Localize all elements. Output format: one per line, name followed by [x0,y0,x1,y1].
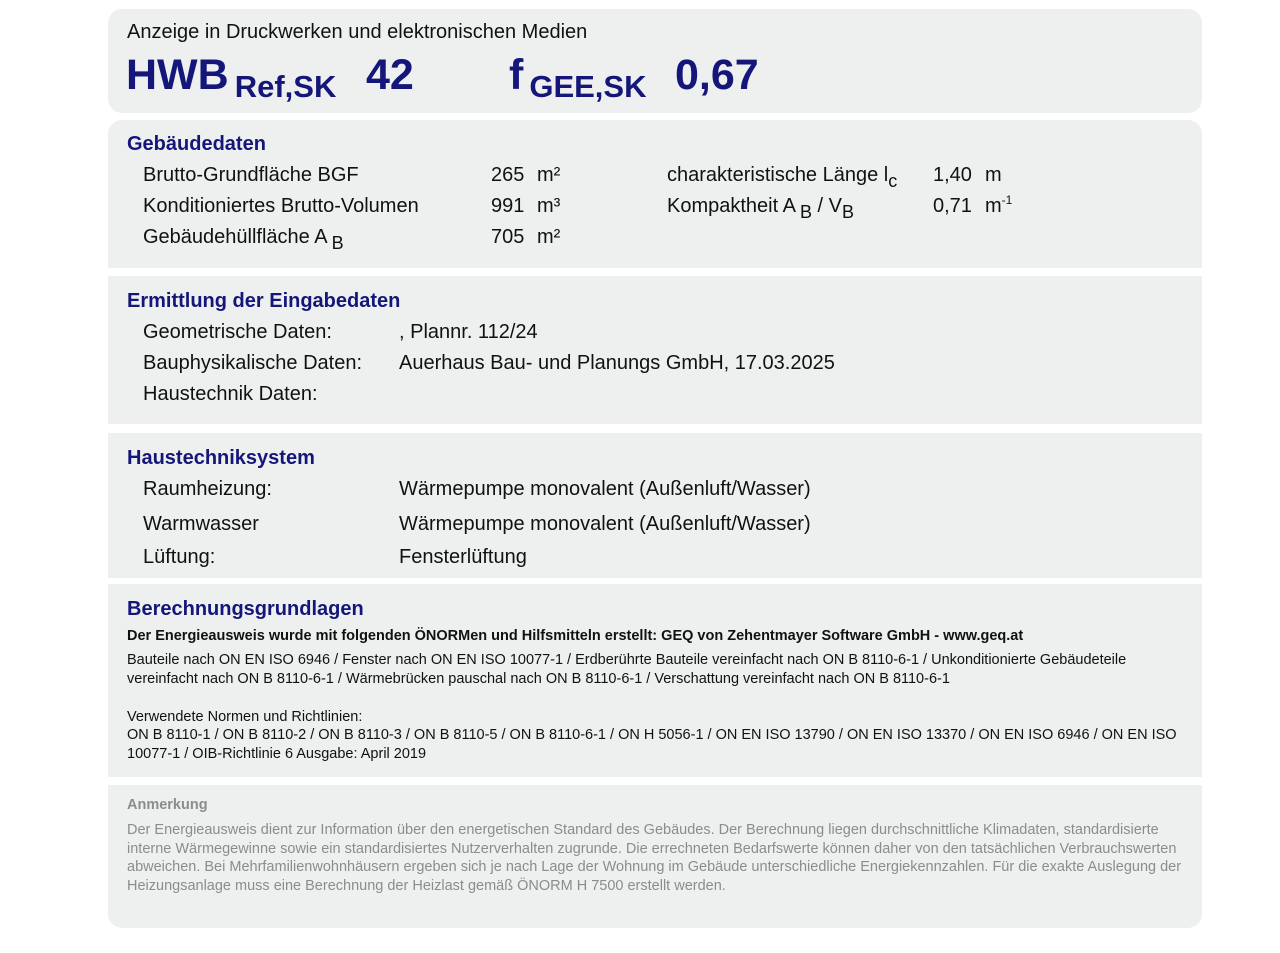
volumen-unit: m³ [537,195,561,217]
bgf-value: 265 [491,164,525,186]
hwb-indicator [126,51,337,104]
raum-label: Raumheizung: [143,478,272,500]
header-panel [108,9,1202,113]
volumen-label: Konditioniertes Brutto-Volumen [143,195,419,217]
header-subtitle: Anzeige in Druckwerken und elektronischen Medien [127,21,588,43]
hwb-value: 42 [366,51,414,99]
huelle-value: 705 [491,226,525,248]
kompakt-sub-a: B [799,202,812,222]
laenge-unit: m [985,164,1002,186]
bau-value: Auerhaus Bau- und Planungs GmbH, 17.03.2025 [399,352,835,374]
lueft-label: Lüftung: [143,546,216,568]
berechnung-panel [108,584,1202,777]
laenge-value: 1,40 [933,164,972,186]
laenge-label-text: charakteristische Länge l [667,164,889,186]
warm-value: Wärmepumpe monovalent (Außenluft/Wasser) [399,513,811,535]
lueft-value: Fensterlüftung [399,546,527,568]
huelle-label [143,226,344,253]
bauteile-text: Bauteile nach ON EN ISO 6946 / Fenster nach ON EN ISO 10077-1 / Erdberührte Bauteile vereinfacht nach ON B 8110-6-1 / Unkonditionierte Gebäudeteile vereinfacht nach ON B 8110-6-1 / Wärmebrücken pauschal nach ON B 8110-6-1 / Verschattung vereinfacht nach ON B 8110-6-1 [127,652,1127,687]
anmerkung-text: Der Energieausweis dient zur Information über den energetischen Standard des Gebäudes. Der Berechnung liegen durchschnittliche Klimadaten, standardisierte interne Wärmegewinne sowie ein standardisiertes Nutzerverhalten zugrunde. Die errechneten Bedarfswerte können daher von den tatsächlichen Verbrauchswerten abweichen. Bei Mehrfamilienwohnhäusern ergeben sich je nach Lage der Wohnung im Gebäude unterschiedliche Energiekennzahlen. Für die exakte Auslegung der Heizungsanlage muss eine Berechnung der Heizlast gemäß ÖNORM H 7500 erstellt werden. [127,822,1182,894]
normen-label: Verwendete Normen und Richtlinien: [127,709,363,725]
hwb-symbol: HWB [126,51,229,99]
huelle-unit: m² [537,226,561,248]
bgf-label: Brutto-Grundfläche BGF [143,164,359,186]
huelle-label-text: Gebäudehüllfläche A [143,226,328,248]
anmerkung-panel [108,785,1202,928]
raum-value: Wärmepumpe monovalent (Außenluft/Wasser) [399,478,811,500]
haus-label: Haustechnik Daten: [143,383,318,405]
kompakt-unit-base: m [985,195,1002,217]
section-title: Gebäudedaten [127,133,266,155]
huelle-subscript: B [331,233,344,253]
f-symbol: f [509,51,524,99]
kompakt-unit [985,195,1012,218]
section-title: Haustechniksystem [127,447,315,469]
kompakt-label [667,195,855,222]
section-title: Berechnungsgrundlagen [127,598,364,620]
geo-value: , Plannr. 112/24 [399,321,538,343]
bgf-unit: m² [537,164,561,186]
geo-label: Geometrische Daten: [143,321,332,343]
f-value: 0,67 [675,51,759,99]
haustechnik-panel [108,433,1202,578]
kompakt-unit-exponent: -1 [1001,193,1013,207]
hwb-subscript: Ref,SK [234,69,337,104]
gebaeudedaten-panel [108,120,1202,268]
berechnung-intro: Der Energieausweis wurde mit folgenden ÖNORMen und Hilfsmitteln erstellt: GEQ von Zehentmayer Software GmbH - www.geq.at [127,628,1024,644]
kompakt-value: 0,71 [933,195,972,217]
anmerkung-title: Anmerkung [127,797,208,813]
kompakt-label-a: Kompaktheit A [667,195,796,217]
warm-label: Warmwasser [143,513,259,535]
section-title: Ermittlung der Eingabedaten [127,290,401,312]
bau-label: Bauphysikalische Daten: [143,352,363,374]
kompakt-sub-v: B [842,202,855,222]
f-subscript: GEE,SK [529,69,647,104]
eingabedaten-panel [108,276,1202,424]
volumen-value: 991 [491,195,525,217]
f-indicator [509,51,647,104]
normen-text: ON B 8110-1 / ON B 8110-2 / ON B 8110-3 / ON B 8110-5 / ON B 8110-6-1 / ON H 5056-1 / ON EN ISO 13790 / ON EN ISO 13370 / ON EN ISO 6946 / ON EN ISO 10077-1 / OIB-Richtlinie 6 Ausgabe: April 2019 [127,727,1177,762]
laenge-subscript: c [888,171,898,191]
laenge-label [667,164,898,191]
kompakt-label-v: / V [811,195,842,217]
